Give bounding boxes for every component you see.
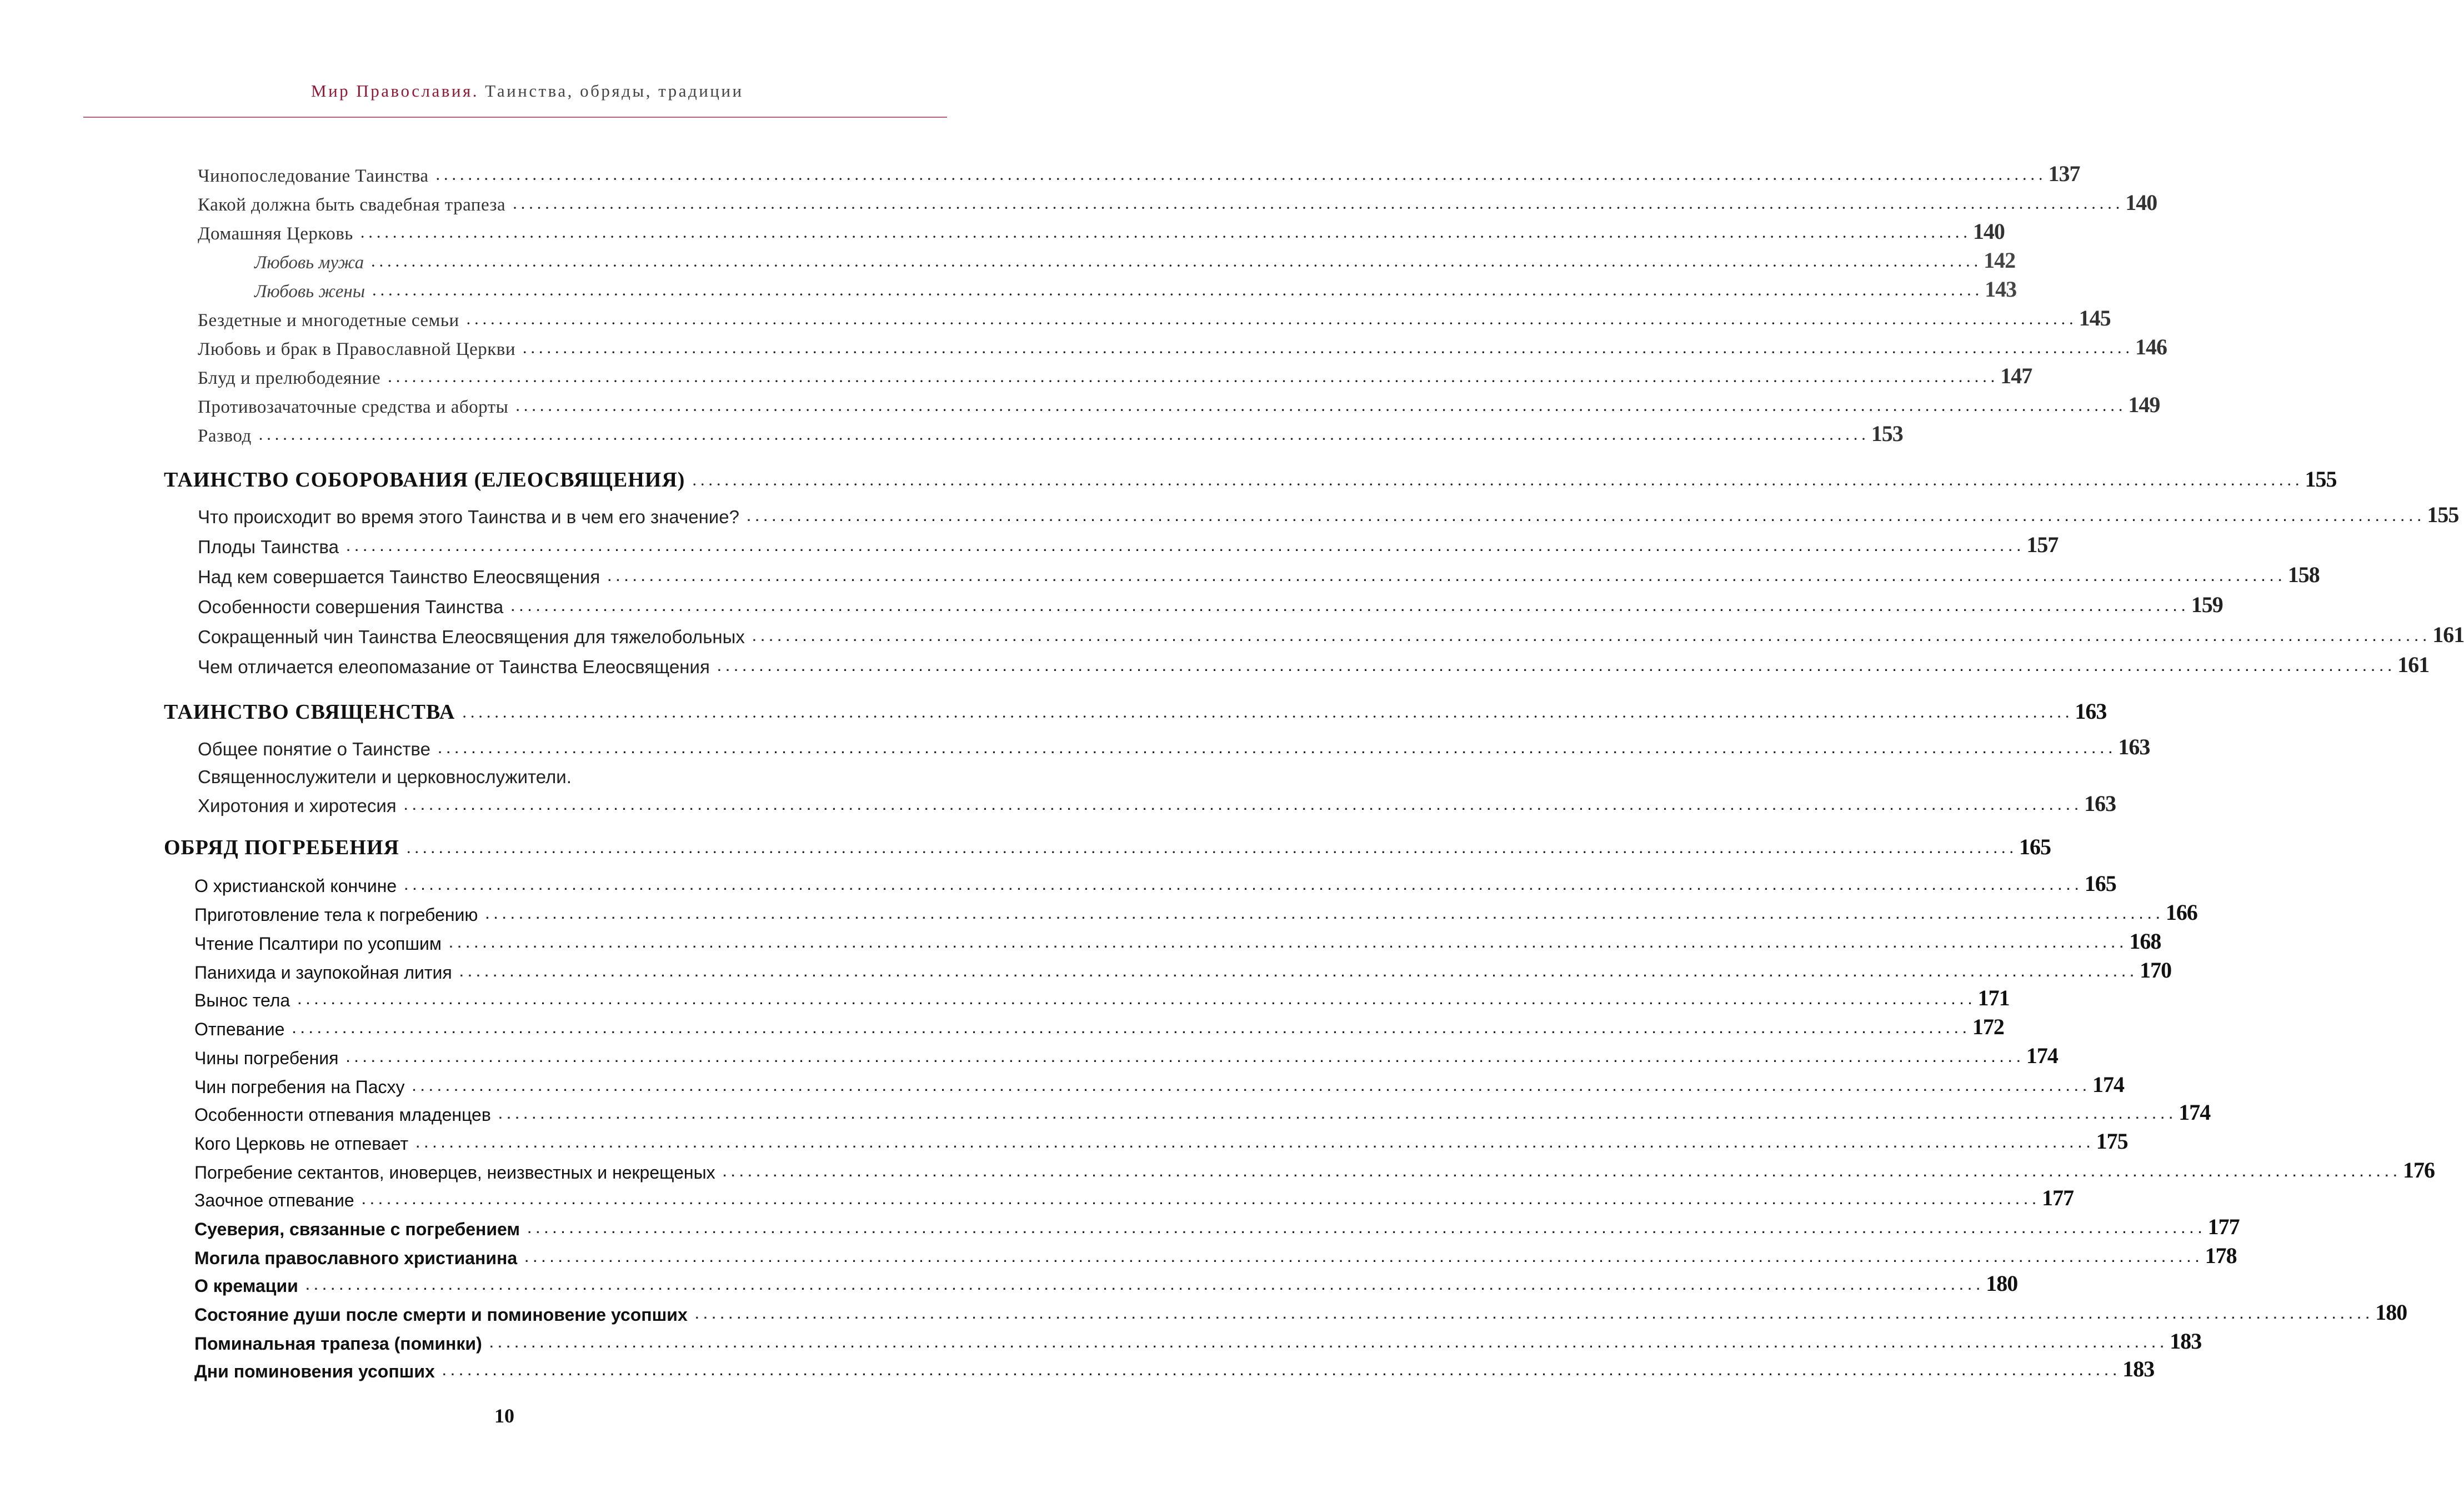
header-subtitle: Таинства, обряды, традиции — [478, 81, 744, 101]
dot-leader: ........................................................................................................................................................................................................ — [463, 707, 2074, 720]
dot-leader: ........................................................................................................................................................................................................ — [467, 313, 2078, 327]
toc-entry — [198, 591, 2223, 618]
dot-leader: ........................................................................................................................................................................................................ — [404, 799, 2084, 813]
toc-entry — [194, 928, 2161, 954]
toc-entry-title: Блуд и прелюбодеяние — [198, 368, 381, 388]
toc-entry-title: Заочное отпевание — [194, 1190, 354, 1210]
dot-leader: ........................................................................................................................................................................................................ — [372, 255, 1983, 269]
toc-entry-title: Плоды Таинства — [198, 537, 339, 557]
toc-entry-title: Могила православного христианина — [194, 1248, 518, 1268]
header-book-title: Мир Православия. — [311, 81, 479, 101]
dot-leader: ........................................................................................................................................................................................................ — [723, 1165, 2402, 1179]
toc-entry-title: Над кем совершается Таинство Елеосвящения — [198, 567, 600, 587]
dot-leader: ........................................................................................................................................................................................................ — [298, 993, 1977, 1007]
toc-page-number: 177 — [2207, 1214, 2240, 1239]
toc-entry-title: Хиротония и хиротесия — [198, 795, 397, 816]
toc-page-number: 163 — [2075, 699, 2107, 724]
toc-page-number: 175 — [2096, 1129, 2128, 1154]
toc-entry — [198, 189, 2157, 216]
toc-page-number: 155 — [2305, 467, 2337, 492]
dot-leader: ........................................................................................................................................................................................................ — [498, 1108, 2178, 1121]
dot-leader: ........................................................................................................................................................................................................ — [449, 936, 2129, 950]
toc-entry — [198, 420, 1903, 447]
toc-entry — [194, 1013, 2004, 1040]
toc-entry — [194, 1156, 2435, 1183]
toc-entry — [198, 362, 2032, 389]
toc-entry — [194, 870, 2116, 896]
dot-leader: ........................................................................................................................................................................................................ — [412, 1080, 2091, 1094]
toc-entry — [254, 247, 2016, 273]
toc-entry-title: Сокращенный чин Таинства Елеосвящения для тяжелобольных — [198, 627, 745, 647]
toc-section-title: ТАИНСТВО СВЯЩЕНСТВА — [164, 700, 455, 724]
toc-entry — [254, 275, 2017, 302]
dot-leader: ........................................................................................................................................................................................................ — [489, 1336, 2169, 1350]
toc-entry-title: Бездетные и многодетные семьи — [198, 310, 459, 330]
toc-page-number: 183 — [2170, 1329, 2202, 1354]
toc-entry-title: Чины погребения — [194, 1048, 339, 1068]
dot-leader: ........................................................................................................................................................................................................ — [292, 1022, 1971, 1036]
toc-entry — [194, 1184, 2074, 1211]
toc-entry-title: Суеверия, связанные с погребением — [194, 1219, 520, 1239]
toc-page-number: 183 — [2122, 1356, 2155, 1381]
toc-entry — [198, 531, 2059, 558]
toc-entry-title: Чтение Псалтири по усопшим — [194, 934, 442, 954]
toc-page-number: 149 — [2128, 392, 2160, 417]
dot-leader: ........................................................................................................................................................................................................ — [346, 540, 2026, 554]
dot-leader: ........................................................................................................................................................................................................ — [373, 284, 1984, 298]
toc-page-number: 166 — [2165, 900, 2197, 925]
dot-leader: ........................................................................................................................................................................................................ — [525, 1251, 2204, 1265]
toc-page-number: 170 — [2140, 958, 2172, 983]
toc-entry-title: Общее понятие о Таинстве — [198, 739, 430, 759]
toc-entry-title: Чин погребения на Пасху — [194, 1077, 405, 1097]
toc-entry — [198, 160, 2080, 187]
toc-entry-title: Развод — [198, 426, 252, 446]
toc-page-number: 163 — [2084, 791, 2116, 816]
toc-entry — [198, 733, 2150, 760]
toc-page-number: 161 — [2432, 622, 2464, 647]
toc-page-number: 155 — [2427, 502, 2459, 527]
toc-entry — [194, 1299, 2407, 1325]
dot-leader: ........................................................................................................................................................................................................ — [416, 1136, 2095, 1150]
toc-entry-title: Противозачаточные средства и аборты — [198, 397, 509, 417]
toc-page-number: 180 — [2375, 1300, 2407, 1325]
dot-leader: ........................................................................................................................................................................................................ — [360, 227, 1972, 241]
toc-page-number: 176 — [2403, 1158, 2435, 1183]
toc-page-number: 163 — [2118, 734, 2150, 759]
toc-entry-title: Состояние души после смерти и поминовение усопших — [194, 1305, 688, 1325]
toc-entry-title: О христианской кончине — [194, 876, 397, 896]
toc-page-number: 143 — [1985, 277, 2017, 302]
header-rule — [83, 117, 947, 118]
toc-entry — [198, 304, 2111, 331]
toc-page-number: 137 — [2048, 161, 2080, 186]
toc-entry — [194, 899, 2197, 925]
toc-entry-title-line1: Священнослужители и церковнослужители. — [198, 766, 572, 787]
toc-entry — [198, 391, 2160, 418]
toc-page-number: 171 — [1977, 985, 2010, 1010]
dot-leader: ........................................................................................................................................................................................................ — [608, 570, 2287, 584]
toc-entry-title: Чем отличается елеопомазание от Таинства Елеосвящения — [198, 657, 710, 677]
toc-entry-title: Любовь мужа — [254, 253, 364, 273]
toc-entry — [198, 561, 2320, 588]
toc-page-number: 157 — [2026, 532, 2059, 557]
dot-leader: ........................................................................................................................................................................................................ — [717, 660, 2397, 674]
toc-entry — [198, 621, 2464, 648]
toc-entry — [198, 218, 2005, 244]
dot-leader: ........................................................................................................................................................................................................ — [346, 1051, 2025, 1065]
dot-leader: ........................................................................................................................................................................................................ — [747, 510, 2426, 524]
dot-leader: ........................................................................................................................................................................................................ — [442, 1364, 2122, 1378]
dot-leader: ........................................................................................................................................................................................................ — [306, 1279, 1985, 1292]
toc-page-number: 174 — [2026, 1043, 2058, 1068]
toc-page-number: 147 — [2000, 363, 2032, 388]
toc-entry-title: Поминальная трапеза (поминки) — [194, 1334, 482, 1354]
toc-entry-title: Отпевание — [194, 1019, 285, 1039]
dot-leader: ........................................................................................................................................................................................................ — [516, 400, 2127, 414]
toc-section-title: ТАИНСТВО СОБОРОВАНИЯ (ЕЛЕОСВЯЩЕНИЯ) — [164, 468, 685, 492]
toc-page-number: 172 — [1972, 1014, 2004, 1039]
toc-page-number: 158 — [2287, 562, 2320, 587]
page-number: 10 — [494, 1405, 514, 1427]
toc-entry-title: Приготовление тела к погребению — [194, 905, 478, 925]
toc-section — [164, 833, 2051, 860]
toc-entry — [194, 984, 2010, 1011]
toc-page-number: 177 — [2042, 1185, 2074, 1210]
toc-entry — [194, 1099, 2211, 1125]
toc-entry — [198, 790, 2116, 816]
toc-section-title: ОБРЯД ПОГРЕБЕНИЯ — [164, 836, 399, 859]
dot-leader: ........................................................................................................................................................................................................ — [407, 842, 2018, 856]
toc-entry-title: Домашняя Церковь — [198, 224, 353, 244]
dot-leader: ........................................................................................................................................................................................................ — [436, 169, 2047, 183]
toc-entry — [194, 1270, 2018, 1296]
toc-entry-title: Особенности отпевания младенцев — [194, 1105, 491, 1125]
dot-leader: ........................................................................................................................................................................................................ — [485, 908, 2165, 921]
dot-leader: ........................................................................................................................................................................................................ — [695, 1307, 2375, 1321]
toc-entry-title: Погребение сектантов, иноверцев, неизвестных и некрещеных — [194, 1163, 715, 1183]
toc-entry — [194, 1071, 2124, 1098]
toc-page-number: 161 — [2397, 652, 2430, 677]
toc-entry — [194, 1327, 2202, 1354]
toc-page-number: 140 — [2125, 190, 2157, 215]
toc-entry-title: О кремации — [194, 1276, 298, 1296]
toc-section — [164, 698, 2107, 724]
toc-entry — [198, 333, 2167, 360]
toc-entry — [194, 1213, 2240, 1240]
dot-leader: ........................................................................................................................................................................................................ — [362, 1193, 2041, 1207]
toc-entry — [198, 651, 2430, 678]
dot-leader: ........................................................................................................................................................................................................ — [259, 429, 1870, 443]
dot-leader: ........................................................................................................................................................................................................ — [438, 742, 2117, 756]
toc-entry-title: Чинопоследование Таинства — [198, 166, 429, 186]
toc-entry — [194, 1242, 2237, 1269]
toc-page-number: 145 — [2079, 305, 2111, 330]
toc-entry — [194, 1128, 2128, 1154]
toc-entry — [194, 956, 2172, 983]
dot-leader: ........................................................................................................................................................................................................ — [528, 1222, 2207, 1236]
toc-entry-title: Кого Церковь не отпевает — [194, 1134, 409, 1154]
toc-page-number: 165 — [2084, 871, 2116, 896]
toc-entry-title: Что происходит во время этого Таинства и в чем его значение? — [198, 507, 739, 527]
dot-leader: ........................................................................................................................................................................................................ — [511, 600, 2190, 614]
toc-page-number: 178 — [2205, 1243, 2237, 1268]
toc-page-number: 168 — [2129, 929, 2161, 954]
dot-leader: ........................................................................................................................................................................................................ — [513, 198, 2125, 212]
running-header — [311, 81, 744, 101]
toc-entry-title: Любовь жены — [254, 282, 365, 302]
toc-page-number: 174 — [2092, 1072, 2124, 1097]
toc-page-number: 142 — [1984, 248, 2016, 273]
dot-leader: ........................................................................................................................................................................................................ — [693, 474, 2304, 488]
toc-page-number: 159 — [2191, 592, 2223, 617]
toc-page-number: 153 — [1871, 421, 1903, 446]
toc-section — [164, 465, 2337, 492]
dot-leader: ........................................................................................................................................................................................................ — [388, 371, 2000, 385]
dot-leader: ........................................................................................................................................................................................................ — [752, 630, 2432, 644]
toc-entry — [194, 1355, 2155, 1382]
toc-entry — [194, 1042, 2058, 1069]
toc-page-number: 146 — [2135, 334, 2167, 359]
toc-page-number: 174 — [2178, 1100, 2211, 1125]
toc-page-number: 140 — [1972, 219, 2005, 244]
toc-page-number: 165 — [2019, 834, 2051, 859]
toc-entry-title: Вынос тела — [194, 990, 291, 1010]
toc-entry — [198, 501, 2459, 528]
dot-leader: ........................................................................................................................................................................................................ — [459, 965, 2139, 979]
toc-entry-title: Любовь и брак в Православной Церкви — [198, 339, 515, 359]
toc-entry-title: Какой должна быть свадебная трапеза — [198, 195, 506, 215]
toc-entry-title: Особенности совершения Таинства — [198, 597, 504, 617]
dot-leader: ........................................................................................................................................................................................................ — [404, 879, 2084, 893]
toc-page-number: 180 — [1986, 1271, 2018, 1296]
dot-leader: ........................................................................................................................................................................................................ — [523, 342, 2134, 356]
toc-entry-title: Дни поминовения усопших — [194, 1361, 435, 1381]
toc-entry-title: Панихида и заупокойная лития — [194, 963, 452, 983]
